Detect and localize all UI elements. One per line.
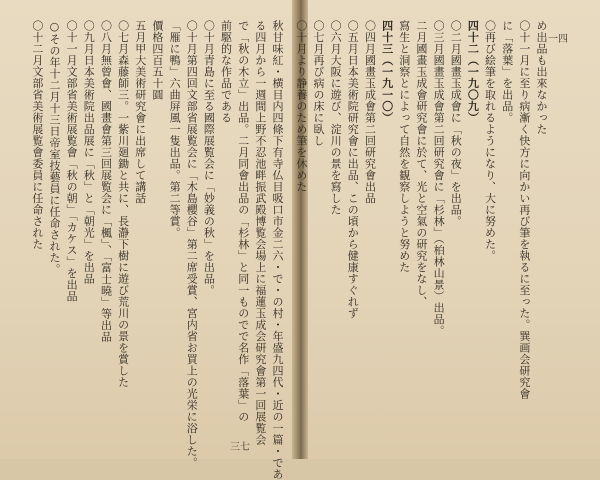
text-line: 〇再び絵筆を取れるようになり、大に努めた。 xyxy=(483,20,497,262)
year-heading: 四十二（一九〇九） xyxy=(466,20,480,124)
page-number: 一四 xyxy=(548,34,568,45)
text-line: 〇六月大阪に遊び、淀川の景を寫した xyxy=(329,20,343,216)
text-line: 〇十一月に至り病漸く快方に向かい再び筆を執るに至った。巽画会研究會 xyxy=(517,20,531,400)
text-line: 〇九月日本美術院出品展に「秋」と「朝光」を出品 xyxy=(82,20,96,285)
text-line: 〇三月國畫玉成會第二回研究會に「杉林」（柏林山景）出品。 xyxy=(432,20,446,337)
text-line: 〇十月第四回文部省展覧会に「木島櫻谷」第二席受賞、宮内省お買上の光栄に浴した。 xyxy=(185,20,199,469)
text-line: 〇二月國畫玉成會に「秋の夜」を出品。 xyxy=(449,20,463,227)
text-line: 價格四百五十圓 xyxy=(150,20,164,101)
text-line: 〇五月日本美術院研究會に出品、この頃から健康すぐれず xyxy=(346,20,360,319)
text-line: 〇十一月文部省美術展覧會「秋の朝」「カケス」を出品 xyxy=(65,20,79,302)
text-line: 〇八月無曾會、國畫會第三回展覧会に「楓」、「富士曉」等出品 xyxy=(99,20,113,343)
text-line: 〇四月國畫玉成會第二回研究會出品 xyxy=(363,20,377,204)
text-line: 〇七月再び病の床に臥し xyxy=(311,20,325,147)
text-line: で「秋の木立」出品。二月同會出品の「杉林」と同一ものでで名作「落葉」の xyxy=(236,20,250,423)
text-line: ○その年十二月十三日帝室技藝員に任命された。 xyxy=(47,20,61,275)
text-line: 「雁に鴨」六曲屏風一隻出品。第二等賞。 xyxy=(168,20,182,239)
text-line: 寫生と洞察とによって自然を観察しようと努めた xyxy=(397,20,411,273)
page-number: 三七 xyxy=(230,442,250,453)
text-line: 前駆的な作品である xyxy=(219,20,233,124)
text-line: 〇七月森藤師三。一紫川廻鋤と共に、長瀞下樹に遊び荒川の景を賞した xyxy=(116,20,130,388)
text-line: に「落葉」を出品。 xyxy=(500,20,514,124)
text-line: 〇十二月文部省美術展覧會委員に任命された xyxy=(30,20,44,250)
text-line: 五月甲大美術研究會に出席して講話 xyxy=(133,20,147,204)
text-line: 〇十月より静養のため筆を休めた xyxy=(294,20,308,193)
left-page-text xyxy=(294,20,550,440)
text-line: め出品も出來なかった xyxy=(535,20,548,135)
text-line: 二月國畫玉成會研究會に於て、光と空氣の研究をなし、 xyxy=(414,20,428,308)
text-line: 秋甘味紅・横目内四條下有寺仏目吸口市金二六・で・の村・年盛九四代・近の一篇・であ xyxy=(271,20,284,480)
year-heading: 四十三（一九一〇） xyxy=(380,20,394,124)
text-line: 〇十月青島に至る國際展覧会に「妙義の秋」を出品。 xyxy=(202,20,216,296)
text-line: る四月から一週間上野不忍池畔振武殿博覧会場上に福蓮玉成会研究會第一回展覧会 xyxy=(253,20,267,446)
